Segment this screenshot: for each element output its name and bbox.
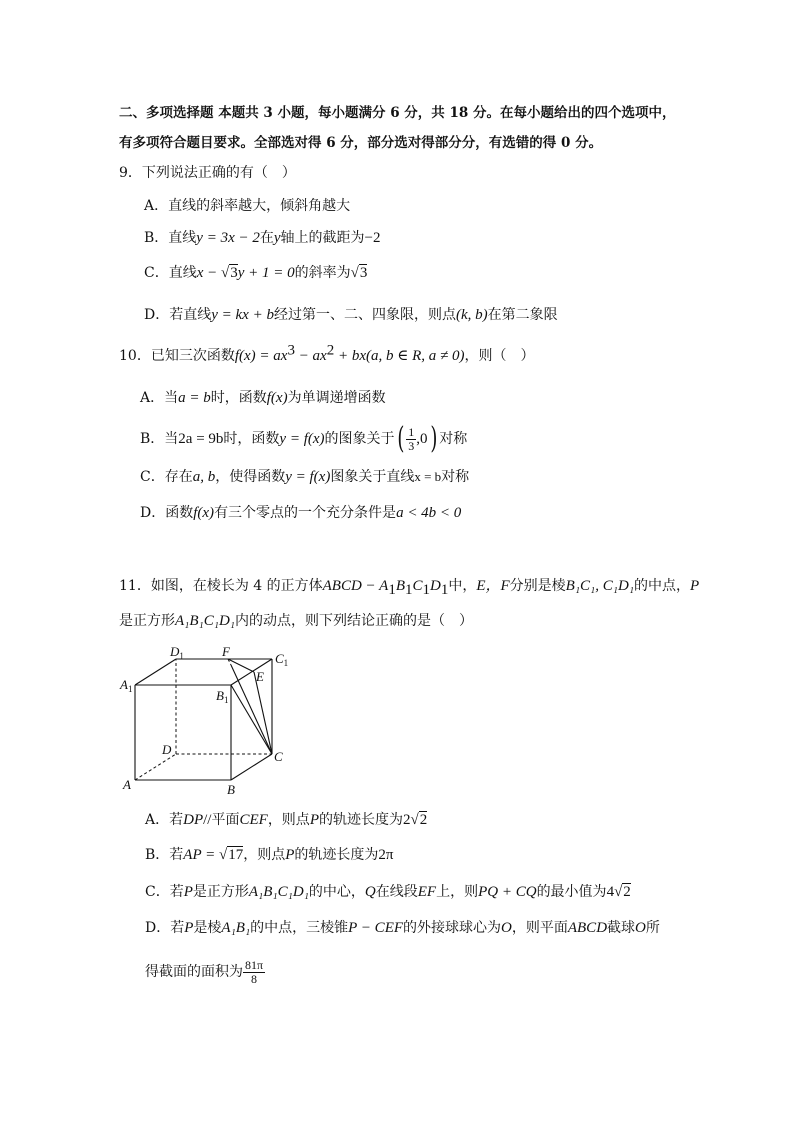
q11-cube-b1: B <box>395 578 405 594</box>
segment-CE <box>254 672 272 754</box>
q11-stem1-post: 的中点， <box>634 578 691 594</box>
q10-option-d <box>140 503 461 523</box>
q9-b-pre: B．直线 <box>144 230 197 246</box>
sqrt-symbol: √ <box>221 265 230 281</box>
q9-c-eq2: y + 1 = 0 <box>237 265 295 281</box>
q11-c-val-sqrt: 2 <box>623 884 631 900</box>
q9-d-post: 在第二象限 <box>487 307 558 323</box>
q10-stem-f: f(x) = ax <box>234 348 288 364</box>
edge-AD-hidden <box>135 754 176 780</box>
q9-b-val: −2 <box>364 230 381 246</box>
sqrt-symbol: √ <box>614 884 623 900</box>
cube-diagram <box>118 643 298 798</box>
q10-b-mid2: 的图象关于 <box>324 431 395 447</box>
q11-c-ef: EF <box>417 884 437 900</box>
q11-c-mid2: 的中心， <box>308 884 365 900</box>
sqrt-symbol: √ <box>410 812 419 828</box>
q11-d2-fraction <box>243 959 265 986</box>
q11-d-p: P <box>184 920 194 936</box>
q10-d-pre: D．函数 <box>140 505 194 521</box>
sqrt-symbol: √ <box>350 265 359 281</box>
q11-d-pre: D．若 <box>145 920 185 936</box>
q10-c-pre: C．存在 <box>140 469 193 485</box>
q11-stem1-mid: 中， <box>448 578 477 594</box>
q9-option-b <box>144 228 381 248</box>
q11-stem1-mid2: 分别是棱 <box>509 578 566 594</box>
q11-cube-c1: C <box>412 578 423 594</box>
fraction-numerator: 1 <box>408 424 415 439</box>
fraction-denominator: 8 <box>251 971 258 986</box>
q11-d-plane: ABCD <box>567 920 608 936</box>
q10-a-cond: a = b <box>178 390 211 406</box>
q11-a-p: P <box>309 812 319 828</box>
q11-a-val-sqrt: 2 <box>419 812 428 828</box>
label-A: A <box>123 777 131 792</box>
label-D: D <box>162 742 172 757</box>
q9-option-d <box>144 305 558 325</box>
q11-b-pre: B．若 <box>145 847 184 863</box>
q10-stem-cond: (a, b ∈ R, a ≠ 0) <box>366 348 465 364</box>
q10-c-mid: ，使得函数 <box>215 469 286 485</box>
q11-a-dp: DP <box>183 812 204 828</box>
q9-d-eq: y = kx + b <box>211 307 274 323</box>
q11-c-val-pre: 4 <box>606 884 615 900</box>
q11-d-o: O <box>501 920 512 936</box>
label-F: F <box>222 644 230 659</box>
q11-stem1-ef: E，F <box>476 578 510 594</box>
q11-d2-pre: 得截面的面积为 <box>145 964 243 980</box>
q10-b-fraction <box>406 426 416 453</box>
q10-stem-post: ，则（ ） <box>464 348 535 364</box>
q10-a-f: f(x) <box>266 390 288 406</box>
label-E: E <box>256 669 264 684</box>
q11-a-cef: CEF <box>239 812 268 828</box>
q11-d-mid5: 截球 <box>607 920 636 936</box>
q9-c-post: 的斜率为 <box>294 265 351 281</box>
q10-option-c <box>140 467 469 487</box>
q11-c-sq: A₁B₁C₁D₁ <box>248 884 309 900</box>
q9-option-a: A．直线的斜率越大，倾斜角越大 <box>144 198 351 214</box>
q11-a-pre: A．若 <box>145 812 184 828</box>
q11-stem2-sq: A₁B₁C₁D₁ <box>175 613 236 629</box>
sqrt-symbol: √ <box>218 847 228 863</box>
q11-c-mid4: 上，则 <box>436 884 479 900</box>
q11-c-pre: C．若 <box>145 884 184 900</box>
q10-b-cond: 2a = 9b <box>178 431 224 447</box>
q10-stem-m: − ax <box>294 348 327 364</box>
sub-1: 1 <box>388 581 396 598</box>
q11-d-edge: A₁B₁ <box>221 920 251 936</box>
q11-b-val: 2π <box>378 847 394 863</box>
label-C: C <box>274 749 283 764</box>
q10-d-mid: 有三个零点的一个充分条件是 <box>214 505 397 521</box>
q9-c-eq1: x − <box>196 265 221 281</box>
q10-c-mid2: 图象关于直线 <box>330 469 415 485</box>
q10-stem <box>119 342 535 366</box>
q11-b-mid: ，则点 <box>243 847 286 863</box>
right-paren: ) <box>429 421 437 456</box>
q11-stem2-pre: 是正方形 <box>119 613 175 629</box>
edge-BC <box>231 754 272 780</box>
q11-d-o2: O <box>635 920 646 936</box>
q11-c-q: Q <box>364 884 376 900</box>
q10-b-f: y = f(x) <box>279 431 325 447</box>
q11-option-d <box>145 918 660 938</box>
q9-b-mid: 在 <box>259 230 274 246</box>
label-B: B <box>227 782 235 797</box>
label-D1: $D_1$ <box>170 644 184 661</box>
q11-d-mid3: 的外接球球心为 <box>403 920 502 936</box>
q10-b-mid: 时，函数 <box>223 431 280 447</box>
edge-B1C1 <box>231 659 272 685</box>
q10-d-cond: a < 4b < 0 <box>396 505 462 521</box>
q9-d-pt: (k, b) <box>455 307 488 323</box>
q11-d-tet: P − CEF <box>348 920 404 936</box>
q10-c-line: x = b <box>414 469 442 484</box>
q11-c-mid: 是正方形 <box>192 884 249 900</box>
q10-c-ab: a, b <box>192 469 216 485</box>
q9-b-post: 轴上的截距为 <box>280 230 365 246</box>
q11-b-p: P <box>285 847 295 863</box>
q11-option-d-line2 <box>145 957 265 987</box>
segment-EF <box>228 659 254 672</box>
q11-c-mid3: 在线段 <box>375 884 418 900</box>
q10-exp3: 3 <box>287 342 295 359</box>
q9-c-val: 3 <box>359 265 368 281</box>
q10-c-f: y = f(x) <box>285 469 331 485</box>
section-heading-line1: 二、多项选择题 本题共 3 小题，每小题满分 6 分，共 18 分。在每小题给出的四个选项中， <box>119 105 676 121</box>
label-B1: $B_1$ <box>216 688 229 705</box>
q11-d-post: 所 <box>645 920 660 936</box>
left-paren: ( <box>396 421 404 456</box>
q9-c-pre: C．直线 <box>144 265 197 281</box>
q11-d-mid4: ，则平面 <box>511 920 568 936</box>
q9-stem: 9．下列说法正确的有（ ） <box>119 165 296 181</box>
q9-c-sqrt: 3 <box>230 265 238 281</box>
q11-option-c <box>145 882 631 902</box>
q10-a-post: 为单调递增函数 <box>287 390 386 406</box>
fraction-numerator: 81π <box>245 957 264 972</box>
sub-1: 1 <box>422 581 430 598</box>
q11-option-a <box>145 810 427 830</box>
q11-a-val-pre: 2 <box>402 812 411 828</box>
q11-stem1-edges: B₁C₁, C₁D₁ <box>565 578 635 594</box>
q11-stem-line2 <box>119 611 473 631</box>
q11-a-mid2: ，则点 <box>267 812 310 828</box>
q11-cube-d1: D <box>430 578 441 594</box>
q9-option-c <box>144 263 367 283</box>
sub-1: 1 <box>440 581 449 598</box>
q9-b-eq: y = 3x − 2 <box>196 230 260 246</box>
q10-option-a <box>140 388 386 408</box>
label-C1: $C_1$ <box>275 651 289 668</box>
q10-b-zero: ,0 <box>416 431 428 447</box>
q10-b-pre: B．当 <box>140 431 179 447</box>
edge-A1D1 <box>135 659 176 685</box>
q10-b-post: 对称 <box>439 431 468 447</box>
q11-c-sum: PQ + CQ <box>478 884 537 900</box>
q11-b-sqrt: 17 <box>228 847 244 863</box>
q10-stem-r: + bx <box>334 348 366 364</box>
fraction-denominator: 3 <box>408 438 415 453</box>
q11-d-mid: 是棱 <box>193 920 222 936</box>
q11-stem1-pre: 11．如图，在棱长为 4 的正方体 <box>119 578 323 594</box>
q9-b-y: y <box>273 230 281 246</box>
q11-stem1-cube: ABCD − A <box>322 578 389 594</box>
q11-d-mid2: 的中点，三棱锥 <box>250 920 349 936</box>
section-heading-line2: 有多项符合题目要求。全部选对得 6 分，部分选对得部分分，有选错的得 0 分。 <box>119 135 603 151</box>
q10-stem-pre: 10．已知三次函数 <box>119 348 235 364</box>
q10-option-b <box>140 423 467 455</box>
q11-stem2-post: 内的动点，则下列结论正确的是（ ） <box>235 613 474 629</box>
q10-a-mid: 时，函数 <box>210 390 267 406</box>
q11-b-ap: AP = <box>183 847 219 863</box>
q11-b-post: 的轨迹长度为 <box>294 847 379 863</box>
q10-a-pre: A．当 <box>140 390 179 406</box>
q11-stem1-p: P <box>690 578 700 594</box>
segment-CF-solid <box>231 665 272 754</box>
q11-a-par: // <box>203 812 212 828</box>
q9-d-mid: 经过第一、二、四象限，则点 <box>273 307 456 323</box>
q11-c-post: 的最小值为 <box>536 884 607 900</box>
sub-1: 1 <box>404 581 413 598</box>
label-A1: $A_1$ <box>120 677 133 694</box>
q11-stem-line1 <box>119 576 699 596</box>
segment-B1C <box>231 685 272 754</box>
q11-option-b <box>145 845 393 865</box>
q11-c-p: P <box>183 884 193 900</box>
q10-d-f: f(x) <box>193 505 215 521</box>
q11-a-mid: 平面 <box>211 812 240 828</box>
q10-exp2: 2 <box>326 342 335 359</box>
q9-d-pre: D．若直线 <box>144 307 212 323</box>
q10-c-post: 对称 <box>441 469 470 485</box>
q11-a-post: 的轨迹长度为 <box>318 812 403 828</box>
